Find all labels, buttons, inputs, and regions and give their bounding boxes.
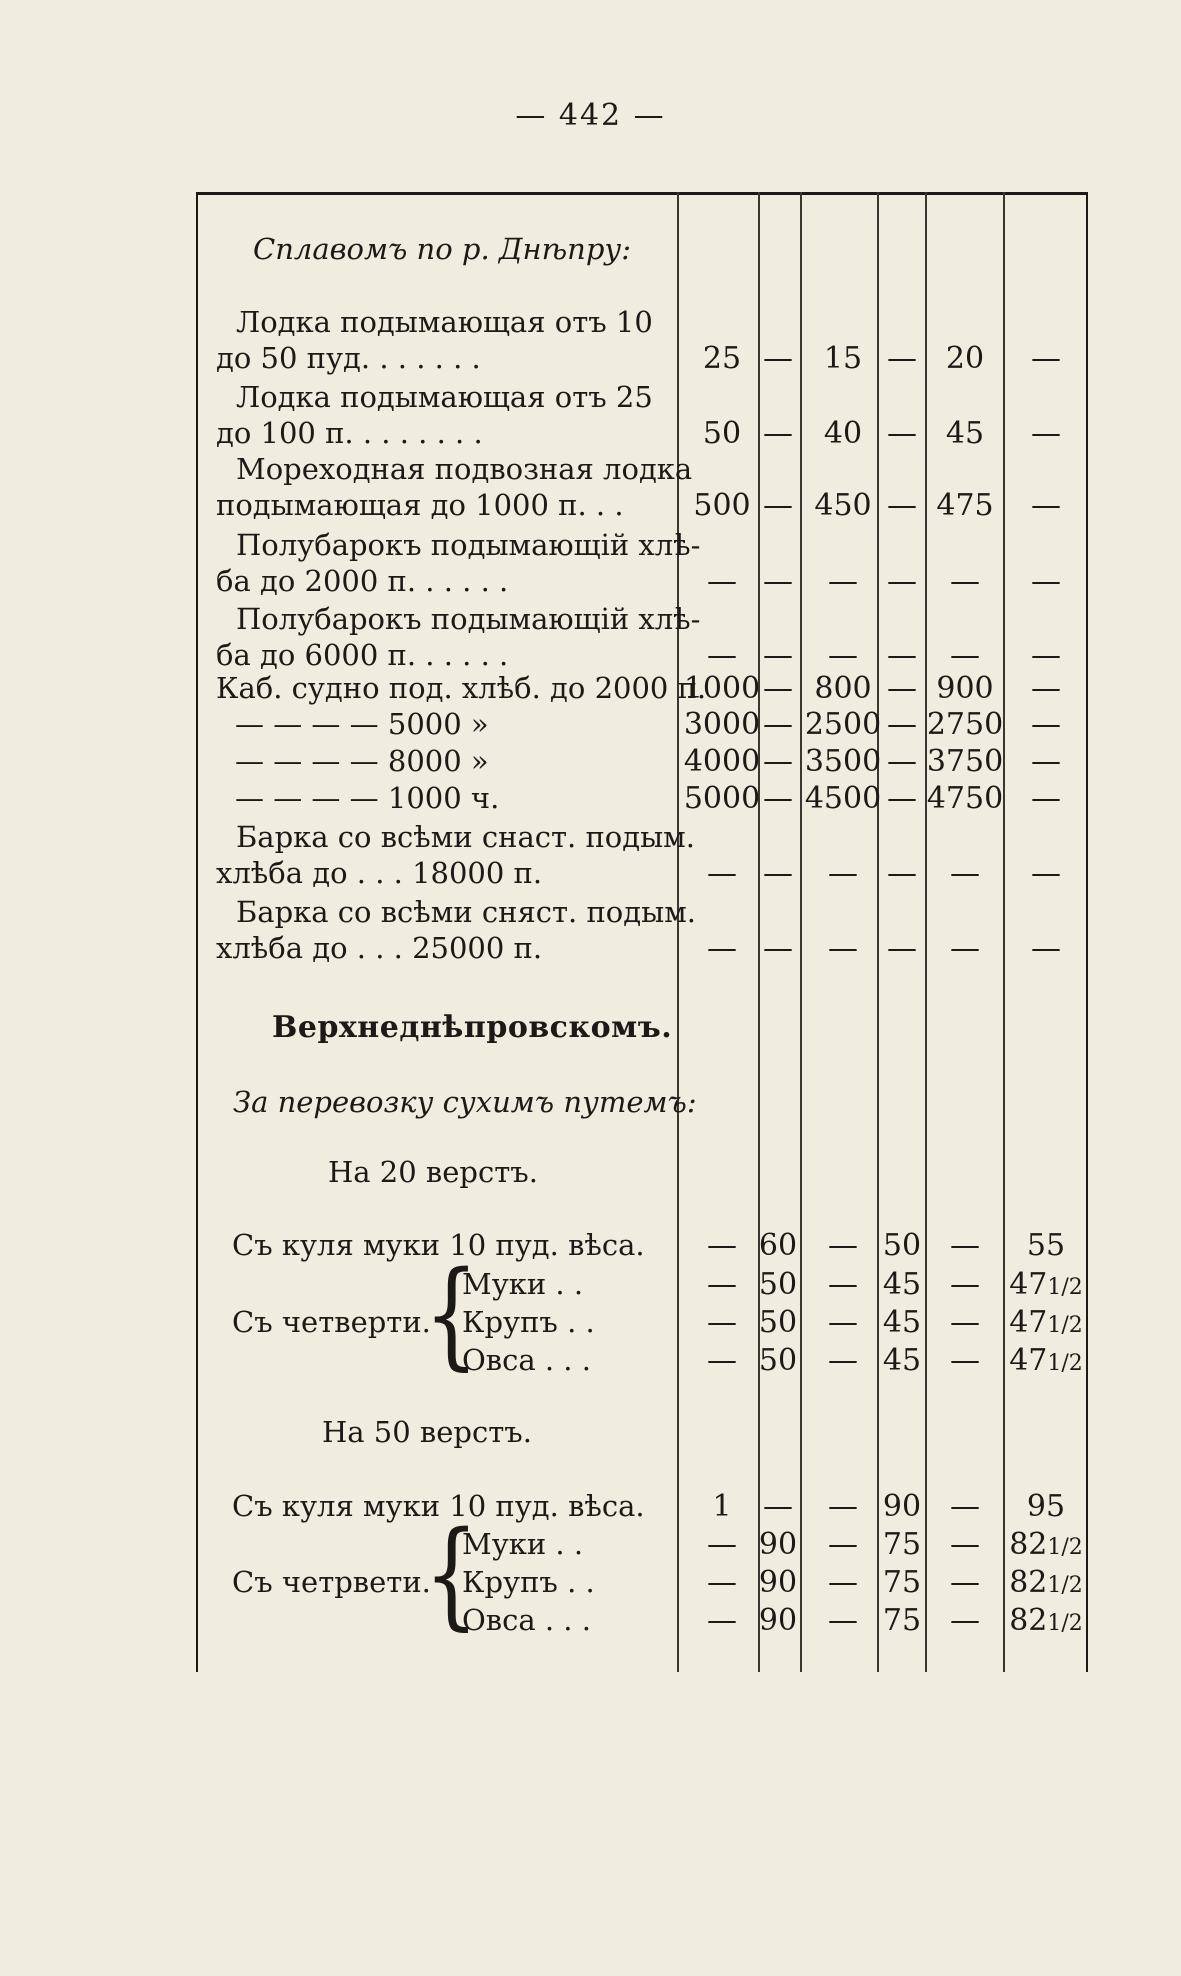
table-cell: — [950, 1603, 980, 1638]
table-cell: — [828, 1267, 858, 1302]
table-cell: — [828, 856, 858, 891]
table-cell: — [707, 1305, 737, 1340]
table-cell: — [707, 1603, 737, 1638]
table-cell: — [1031, 707, 1061, 742]
table-cell: — [1031, 416, 1061, 451]
group-label: Съ четверти. [232, 1305, 431, 1339]
table-cell: 45 [882, 1305, 922, 1340]
table-cell: — [763, 856, 793, 891]
table-cell: — [707, 1228, 737, 1263]
table-cell: 450 [814, 488, 872, 523]
table-cell: — [950, 1305, 980, 1340]
table-cell: — [828, 564, 858, 599]
table-cell: — [1031, 744, 1061, 779]
page-number: — 442 — [515, 98, 666, 133]
table-cell: — [950, 1565, 980, 1600]
distance-title: На 20 верстъ. [328, 1155, 538, 1189]
table-cell: 4500 [804, 781, 882, 816]
row-label: ба до 2000 п. . . . . . [216, 564, 509, 598]
table-cell: — [887, 416, 917, 451]
table-cell: — [707, 931, 737, 966]
table-cell: — [707, 638, 737, 673]
table-cell: — [763, 564, 793, 599]
row-label: Мореходная подвозная лодка [236, 452, 693, 486]
table-cell: 20 [945, 341, 985, 376]
table-cell: 50 [758, 1267, 798, 1302]
table-cell: — [828, 1489, 858, 1524]
row-label: Лодка подымающая отъ 10 [236, 305, 653, 339]
row-label: Полубарокъ подымающій хлѣ- [236, 602, 701, 636]
item-label: Овса . . . [462, 1343, 591, 1377]
table-cell: 15 [823, 341, 863, 376]
table-cell: 2750 [926, 707, 1004, 742]
table-cell: — [763, 781, 793, 816]
table-cell: — [887, 781, 917, 816]
item-label: Муки . . [462, 1527, 584, 1561]
table-cell: — [950, 1489, 980, 1524]
group-label: Съ четрвети. [232, 1565, 431, 1599]
table-cell: — [763, 488, 793, 523]
fraction-half: 1/2 [1047, 1611, 1083, 1636]
section-heading: Верхнеднѣпровскомъ. [272, 1010, 673, 1045]
table-cell: — [950, 856, 980, 891]
table-cell: 900 [936, 671, 994, 706]
table-cell: 75 [882, 1527, 922, 1562]
table-cell: 471/2 [1009, 1267, 1083, 1302]
table-cell: 90 [758, 1565, 798, 1600]
table-cell: — [887, 564, 917, 599]
table-cell: 500 [693, 488, 751, 523]
table-cell: — [828, 1305, 858, 1340]
item-label: Крупъ . . [462, 1565, 595, 1599]
table-cell: 90 [758, 1527, 798, 1562]
table-cell: — [1031, 564, 1061, 599]
table-cell: — [763, 341, 793, 376]
table-cell: 50 [882, 1228, 922, 1263]
table-cell: 821/2 [1009, 1565, 1083, 1600]
table-cell: — [828, 638, 858, 673]
table-cell: 821/2 [1009, 1603, 1083, 1638]
table-cell: 3500 [804, 744, 882, 779]
table-cell: — [950, 638, 980, 673]
table-cell: — [763, 931, 793, 966]
table-cell: — [828, 931, 858, 966]
table-cell: — [828, 1565, 858, 1600]
fraction-half: 1/2 [1047, 1535, 1083, 1560]
table-cell: — [887, 744, 917, 779]
table-cell: — [1031, 931, 1061, 966]
item-label: Овса . . . [462, 1603, 591, 1637]
fraction-half: 1/2 [1047, 1313, 1083, 1338]
table-cell: 471/2 [1009, 1343, 1083, 1378]
table-cell: 3750 [926, 744, 1004, 779]
row-label: Барка со всѣми снаст. подым. [236, 820, 695, 854]
table-top-rule [196, 192, 1088, 195]
table-cell: — [1031, 488, 1061, 523]
table-cell: 60 [758, 1228, 798, 1263]
table-cell: 5000 [683, 781, 761, 816]
brace-icon: { [424, 1247, 479, 1383]
table-cell: — [950, 1267, 980, 1302]
table-cell: — [828, 1343, 858, 1378]
row-label: Съ куля муки 10 пуд. вѣса. [232, 1228, 645, 1262]
table-cell: — [887, 931, 917, 966]
row-label: Съ куля муки 10 пуд. вѣса. [232, 1489, 645, 1523]
table-cell: — [950, 931, 980, 966]
row-label: — — — — 1000 ч. [235, 781, 500, 815]
table-cell: — [1031, 638, 1061, 673]
section-heading: Сплавомъ по р. Днѣпру: [253, 232, 632, 266]
table-cell: — [763, 707, 793, 742]
table-cell: — [763, 1489, 793, 1524]
table-cell: 50 [758, 1343, 798, 1378]
table-cell: — [1031, 856, 1061, 891]
table-cell: 90 [882, 1489, 922, 1524]
table-cell: — [887, 638, 917, 673]
table-cell: 1 [712, 1489, 732, 1524]
row-label: хлѣба до . . . 25000 п. [216, 931, 543, 965]
fraction-half: 1/2 [1047, 1275, 1083, 1300]
row-label: подымающая до 1000 п. . . [216, 488, 624, 522]
brace-icon: { [424, 1507, 479, 1643]
table-cell: — [707, 1267, 737, 1302]
table-cell: — [763, 416, 793, 451]
table-cell: 75 [882, 1603, 922, 1638]
table-cell: — [887, 707, 917, 742]
table-cell: 471/2 [1009, 1305, 1083, 1340]
table-cell: — [828, 1228, 858, 1263]
row-label: до 100 п. . . . . . . . [216, 416, 483, 450]
table-cell: — [950, 564, 980, 599]
table-cell: — [828, 1603, 858, 1638]
table-cell: — [950, 1228, 980, 1263]
table-cell: 800 [814, 671, 872, 706]
table-cell: — [887, 856, 917, 891]
table-cell: 50 [758, 1305, 798, 1340]
table-cell: 40 [823, 416, 863, 451]
table-cell: — [1031, 671, 1061, 706]
table-cell: 90 [758, 1603, 798, 1638]
table-cell: 75 [882, 1565, 922, 1600]
table-cell: 55 [1026, 1228, 1066, 1263]
distance-title: На 50 верстъ. [322, 1415, 532, 1449]
table-cell: 475 [936, 488, 994, 523]
table-cell: — [707, 856, 737, 891]
row-label: хлѣба до . . . 18000 п. [216, 856, 543, 890]
table-cell: 45 [945, 416, 985, 451]
row-label: до 50 пуд. . . . . . . [216, 341, 481, 375]
table-cell: — [887, 488, 917, 523]
table-cell: — [950, 1527, 980, 1562]
table-cell: 821/2 [1009, 1527, 1083, 1562]
table-cell: — [707, 564, 737, 599]
table-cell: — [1031, 781, 1061, 816]
row-label: — — — — 5000 » [235, 707, 489, 741]
table-cell: 25 [702, 341, 742, 376]
table-cell: 1000 [683, 671, 761, 706]
table-cell: — [763, 671, 793, 706]
item-label: Муки . . [462, 1267, 584, 1301]
table-cell: — [707, 1343, 737, 1378]
fraction-half: 1/2 [1047, 1351, 1083, 1376]
table-cell: 45 [882, 1343, 922, 1378]
row-label: Полубарокъ подымающій хлѣ- [236, 528, 701, 562]
row-label: Каб. судно под. хлѣб. до 2000 п. [216, 671, 707, 705]
table-cell: — [1031, 341, 1061, 376]
row-label: — — — — 8000 » [235, 744, 489, 778]
row-label: Лодка подымающая отъ 25 [236, 380, 653, 414]
table-cell: — [887, 671, 917, 706]
table-left-rule [196, 192, 198, 1672]
table-cell: — [707, 1527, 737, 1562]
row-label: ба до 6000 п. . . . . . [216, 638, 509, 672]
table-cell: 4000 [683, 744, 761, 779]
table-cell: 4750 [926, 781, 1004, 816]
table-cell: 45 [882, 1267, 922, 1302]
section-subheading: За перевозку сухимъ путемъ: [233, 1085, 697, 1119]
table-cell: — [950, 1343, 980, 1378]
table-cell: 2500 [804, 707, 882, 742]
table-cell: — [707, 1565, 737, 1600]
table-cell: 95 [1026, 1489, 1066, 1524]
table-cell: — [887, 341, 917, 376]
table-cell: — [828, 1527, 858, 1562]
table-cell: — [763, 638, 793, 673]
item-label: Крупъ . . [462, 1305, 595, 1339]
table-cell: 50 [702, 416, 742, 451]
row-label: Барка со всѣми сняст. подым. [236, 895, 696, 929]
fraction-half: 1/2 [1047, 1573, 1083, 1598]
table-cell: — [763, 744, 793, 779]
table-cell: 3000 [683, 707, 761, 742]
